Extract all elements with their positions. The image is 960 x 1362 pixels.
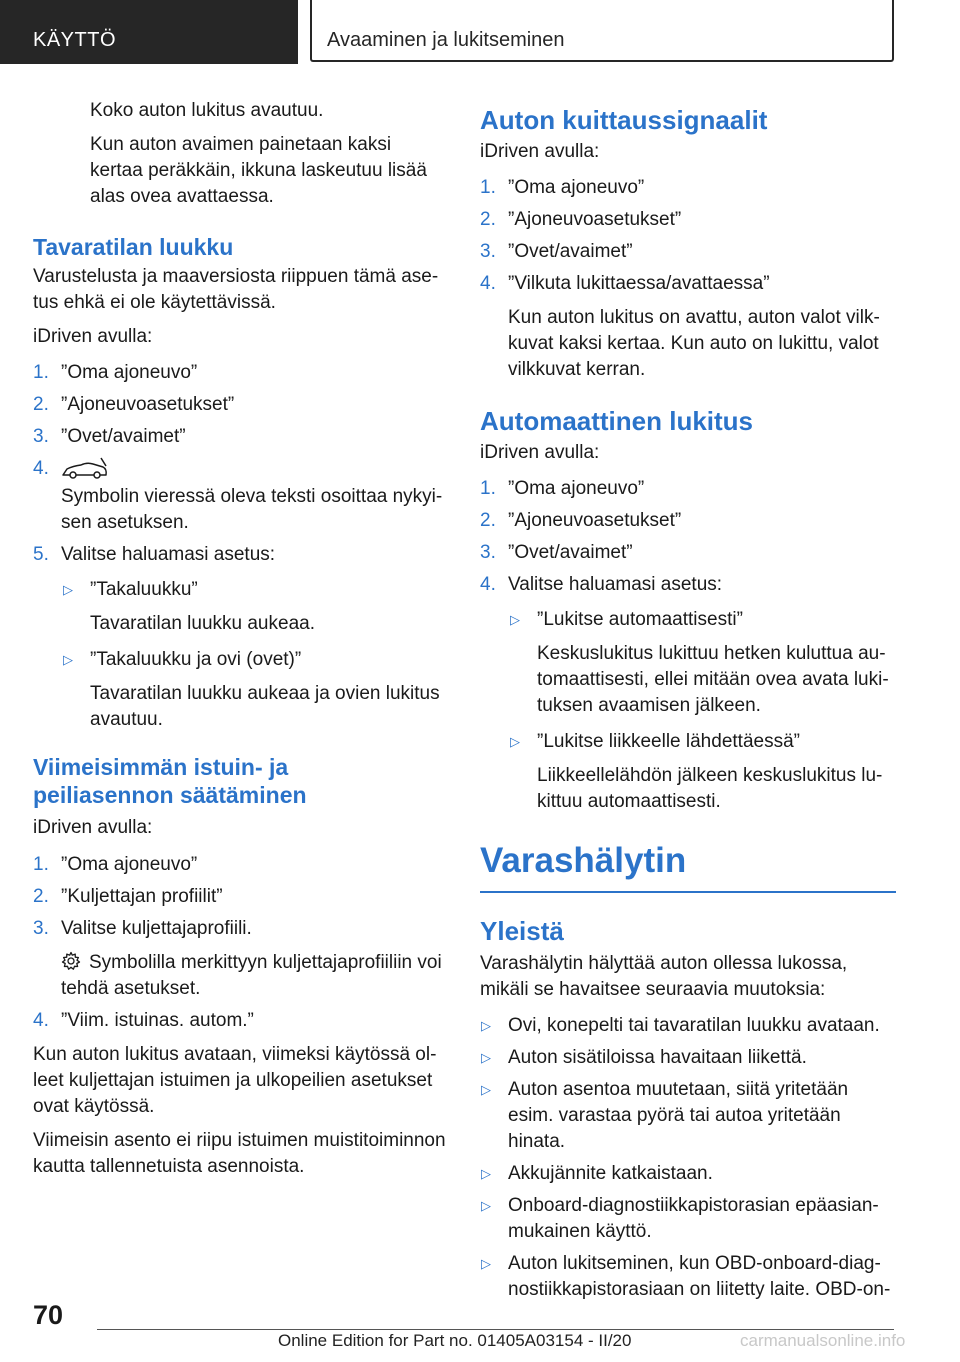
left-column <box>33 98 449 1180</box>
option-description: Tavaratilan luukku aukeaa. <box>90 613 315 634</box>
step-number: 4. <box>480 273 496 294</box>
step-number: 5. <box>33 544 49 565</box>
step-text: ”Oma ajoneuvo” <box>61 854 198 875</box>
step-number: 1. <box>33 854 49 875</box>
step-text: ”Ovet/avaimet” <box>61 426 186 447</box>
step-text: Valitse kuljettajaprofiili. <box>61 918 252 939</box>
step-number: 1. <box>480 177 496 198</box>
step-text: Valitse haluamasi asetus: <box>61 544 276 565</box>
list-item <box>33 456 449 536</box>
option-label: ”Lukitse automaattisesti” <box>537 609 743 630</box>
step-note: Symbolin vieressä oleva teksti osoittaa nykyisen asetuksen. <box>61 486 443 533</box>
page-number: 70 <box>33 1300 64 1330</box>
list-item <box>33 916 449 1002</box>
step-number: 4. <box>480 574 496 595</box>
trunk-options <box>33 577 449 733</box>
step-number: 2. <box>480 209 496 230</box>
alarm-paragraph: Varashälytin hälyttää auton ollessa lukossa, mikäli se havaitsee seuraavia muutoksia: <box>480 953 848 1000</box>
triangle-bullet-icon: ▷ <box>481 1082 491 1097</box>
step-number: 1. <box>33 362 49 383</box>
list-item <box>480 175 896 201</box>
list-item <box>480 1077 896 1155</box>
footer-divider <box>97 1329 894 1330</box>
step-number: 4. <box>33 1010 49 1031</box>
bullet-text: Ovi, konepelti tai tavaratilan luukku avataan. <box>508 1015 880 1036</box>
step-text: ”Ajoneuvoasetukset” <box>508 510 682 531</box>
option-label: ”Takaluukku ja ovi (ovet)” <box>90 649 302 670</box>
watermark: carmanualsonline.info <box>740 1331 906 1350</box>
step-number: 1. <box>480 478 496 499</box>
step-note-row <box>61 950 449 1002</box>
bullet-text: Auton asentoa muutetaan, siitä yritetään esim. varastaa pyörä tai autoa yritetään hinata. <box>508 1079 849 1152</box>
list-item <box>480 540 896 566</box>
step-text: ”Kuljettajan profiilit” <box>61 886 223 907</box>
triangle-bullet-icon: ▷ <box>510 734 520 749</box>
option-label: ”Lukitse liikkeelle lähdettäessä” <box>537 731 800 752</box>
triangle-bullet-icon: ▷ <box>63 652 73 667</box>
step-number: 3. <box>480 241 496 262</box>
right-column <box>480 98 896 1303</box>
step-text: ”Oma ajoneuvo” <box>508 177 645 198</box>
list-item <box>33 884 449 910</box>
list-item <box>33 392 449 418</box>
step-note: Kun auton lukitus on avattu, auton valot vilkkuvat kaksi kertaa. Kun auto on lukittu, valot vilkkuvat kerran. <box>508 307 880 380</box>
triangle-bullet-icon: ▷ <box>510 612 520 627</box>
bullet-text: Auton sisätiloissa havaitaan liikettä. <box>508 1047 807 1068</box>
intro-text-1: Koko auton lukitus avautuu. <box>90 100 324 121</box>
list-item <box>33 360 449 386</box>
triangle-bullet-icon: ▷ <box>481 1050 491 1065</box>
triangle-bullet-icon: ▷ <box>481 1198 491 1213</box>
step-number: 3. <box>33 918 49 939</box>
step-text: ”Oma ajoneuvo” <box>508 478 645 499</box>
list-item <box>480 1045 896 1071</box>
list-item <box>62 577 449 637</box>
step-text: ”Viim. istuinas. autom.” <box>61 1010 254 1031</box>
triangle-bullet-icon: ▷ <box>481 1018 491 1033</box>
header-section-label: KÄYTTÖ <box>33 29 117 51</box>
trunk-idrive-label: iDriven avulla: <box>33 326 153 347</box>
list-item <box>480 1193 896 1245</box>
option-description: Keskuslukitus lukittuu hetken kuluttua automaattisesti, ellei mitään ovea avata lukituksen avaamisen jälkeen. <box>537 643 889 716</box>
option-description: Liikkeellelähdön jälkeen keskuslukitus lukittuu automaattisesti. <box>537 765 883 812</box>
step-text: ”Ajoneuvoasetukset” <box>508 209 682 230</box>
list-item <box>480 271 896 383</box>
autolock-steps <box>480 476 896 598</box>
trunk-paragraph: Varustelusta ja maaversiosta riippuen tämä asetus ehkä ei ole käytettävissä. <box>33 266 439 313</box>
autolock-options <box>480 607 896 815</box>
alarm-bullets <box>480 1013 896 1303</box>
seat-paragraph-1: Kun auton lukitus avataan, viimeksi käytössä olleet kuljettajan istuimen ja ulkopeilien asetukset ovat käytössä. <box>33 1044 437 1117</box>
step-text: ”Oma ajoneuvo” <box>61 362 198 383</box>
intro-text-2: Kun auton avaimen painetaan kaksi kertaa peräkkäin, ikkuna laskeutuu lisää alas ovea avattaessa. <box>90 134 427 207</box>
seat-paragraph-2: Viimeisin asento ei riipu istuimen muistitoiminnon kautta tallennetuista asennoista. <box>33 1130 446 1177</box>
trunk-heading: Tavaratilan luukku <box>33 234 234 260</box>
header-section-tab <box>0 0 298 64</box>
triangle-bullet-icon: ▷ <box>481 1166 491 1181</box>
trunk-steps <box>33 360 449 568</box>
option-label: ”Takaluukku” <box>90 579 198 600</box>
footer-edition: Online Edition for Part no. 01405A03154 - II/20 <box>278 1331 632 1350</box>
list-item <box>33 424 449 450</box>
list-item <box>33 852 449 878</box>
seat-steps <box>33 852 449 1034</box>
step-number: 4. <box>33 458 49 479</box>
alarm-title: Varashälytin <box>480 839 896 893</box>
step-text: Valitse haluamasi asetus: <box>508 574 723 595</box>
step-number: 3. <box>480 542 496 563</box>
step-text: ”Ovet/avaimet” <box>508 241 633 262</box>
seat-heading-line-1: Viimeisimmän istuin- ja <box>33 754 289 780</box>
signal-heading: Auton kuittaussignaalit <box>480 105 768 135</box>
gear-icon <box>61 951 81 971</box>
list-item <box>480 1013 896 1039</box>
bullet-text: Akkujännite katkaistaan. <box>508 1163 713 1184</box>
header-chapter-tab <box>310 0 894 62</box>
step-text: ”Vilkuta lukittaessa/avattaessa” <box>508 273 770 294</box>
autolock-heading: Automaattinen lukitus <box>480 406 754 436</box>
bullet-text: Auton lukitseminen, kun OBD-onboard-diagnostiikkapistorasiaan on liitetty laite. OBD-on- <box>508 1253 891 1300</box>
triangle-bullet-icon: ▷ <box>63 582 73 597</box>
list-item <box>480 476 896 502</box>
list-item <box>509 729 896 815</box>
list-item <box>509 607 896 719</box>
seat-heading <box>33 753 449 809</box>
step-number: 2. <box>33 394 49 415</box>
car-icon <box>61 456 109 482</box>
list-item <box>480 1251 896 1303</box>
step-note: Symbolilla merkittyyn kuljettajaprofiiliin voi tehdä asetukset. <box>61 952 442 999</box>
list-item <box>480 572 896 598</box>
step-number: 2. <box>33 886 49 907</box>
seat-idrive-label: iDriven avulla: <box>33 817 153 838</box>
autolock-idrive-label: iDriven avulla: <box>480 442 600 463</box>
list-item <box>480 508 896 534</box>
signal-idrive-label: iDriven avulla: <box>480 141 600 162</box>
list-item <box>33 542 449 568</box>
step-text: ”Ajoneuvoasetukset” <box>61 394 235 415</box>
list-item <box>480 239 896 265</box>
step-number: 2. <box>480 510 496 531</box>
seat-heading-line-2: peiliasennon säätäminen <box>33 782 307 808</box>
list-item <box>480 207 896 233</box>
bullet-text: Onboard-diagnostiikkapistorasian epäasianmukainen käyttö. <box>508 1195 879 1242</box>
alarm-subheading: Yleistä <box>480 916 564 946</box>
triangle-bullet-icon: ▷ <box>481 1256 491 1271</box>
header-chapter-label: Avaaminen ja lukitseminen <box>327 29 565 51</box>
list-item <box>62 647 449 733</box>
step-number: 3. <box>33 426 49 447</box>
option-description: Tavaratilan luukku aukeaa ja ovien lukitus avautuu. <box>90 683 440 730</box>
list-item <box>480 1161 896 1187</box>
list-item <box>33 1008 449 1034</box>
step-text: ”Ovet/avaimet” <box>508 542 633 563</box>
signal-steps <box>480 175 896 383</box>
